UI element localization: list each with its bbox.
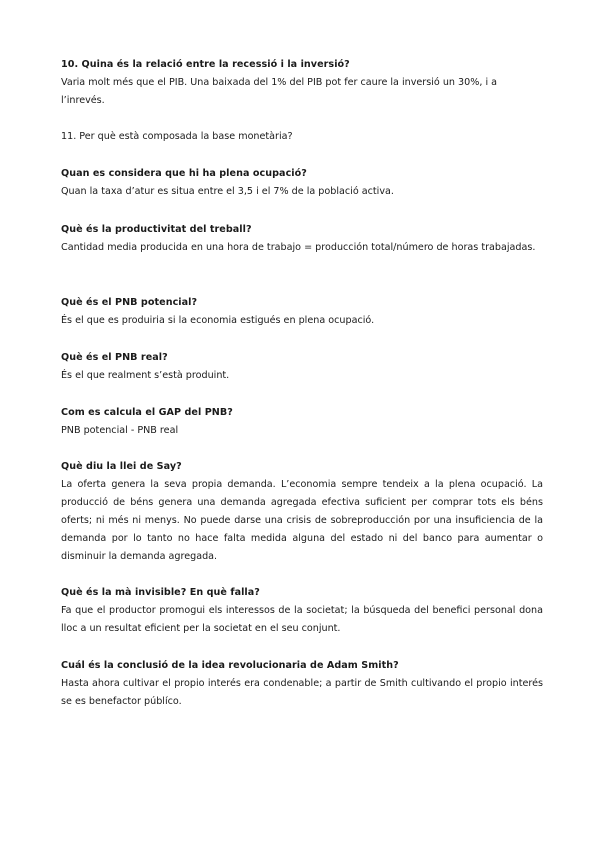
question-title: Cuál és la conclusió de la idea revolucionaria de Adam Smith? (61, 660, 399, 671)
answer-text: És el que es produiria si la economia estigués en plena ocupació. (61, 315, 375, 326)
answer-text: Varia molt més que el PIB. Una baixada del 1% del PIB pot fer caure la inversió un 30%, i a l’inrevés. (61, 77, 498, 106)
answer-text: Quan la taxa d’atur es situa entre el 3,5 i el 7% de la població activa. (61, 186, 394, 197)
question-block (61, 657, 543, 711)
question-block (61, 349, 543, 385)
question-block (61, 165, 543, 201)
question-line: 11. Per què està composada la base monetària? (61, 131, 293, 142)
answer-text: La oferta genera la seva propia demanda. L’economia sempre tendeix a la plena ocupació. La producció de béns genera una demanda agregada efectiva suficient per comprar tots els béns oferts; ni més ni menys. No puede darse una crisis de sobreproducción por una insuficiencia de la demanda por lo tanto no hace falta medida alguna del estado ni del banco para aumentar o disminuir la demanda agregada. (61, 479, 543, 562)
answer-text: Hasta ahora cultivar el propio interés era condenable; a partir de Smith cultivando el propio interés se es benefactor públíco. (61, 678, 543, 707)
question-title: Què és el PNB potencial? (61, 297, 198, 308)
question-title: Què és la productivitat del treball? (61, 224, 252, 235)
question-title: 10. Quina és la relació entre la recessió i la inversió? (61, 59, 350, 70)
question-block (61, 128, 543, 146)
question-title: Què diu la llei de Say? (61, 461, 182, 472)
question-block (61, 56, 543, 110)
answer-text: Cantidad media producida en una hora de trabajo = producción total/número de horas trabajadas. (61, 242, 536, 253)
question-block (61, 584, 543, 638)
question-title: Quan es considera que hi ha plena ocupació? (61, 168, 307, 179)
question-title: Com es calcula el GAP del PNB? (61, 407, 233, 418)
question-block (61, 404, 543, 440)
question-block (61, 458, 543, 566)
question-title: Què és la mà invisible? En què falla? (61, 587, 260, 598)
question-block (61, 221, 543, 257)
question-block (61, 294, 543, 330)
question-title: Què és el PNB real? (61, 352, 168, 363)
answer-text: És el que realment s’està produint. (61, 370, 230, 381)
answer-text: Fa que el productor promogui els interessos de la societat; la búsqueda del benefici personal dona lloc a un resultat eficient per la societat en el seu conjunt. (61, 605, 543, 634)
answer-text: PNB potencial - PNB real (61, 425, 179, 436)
